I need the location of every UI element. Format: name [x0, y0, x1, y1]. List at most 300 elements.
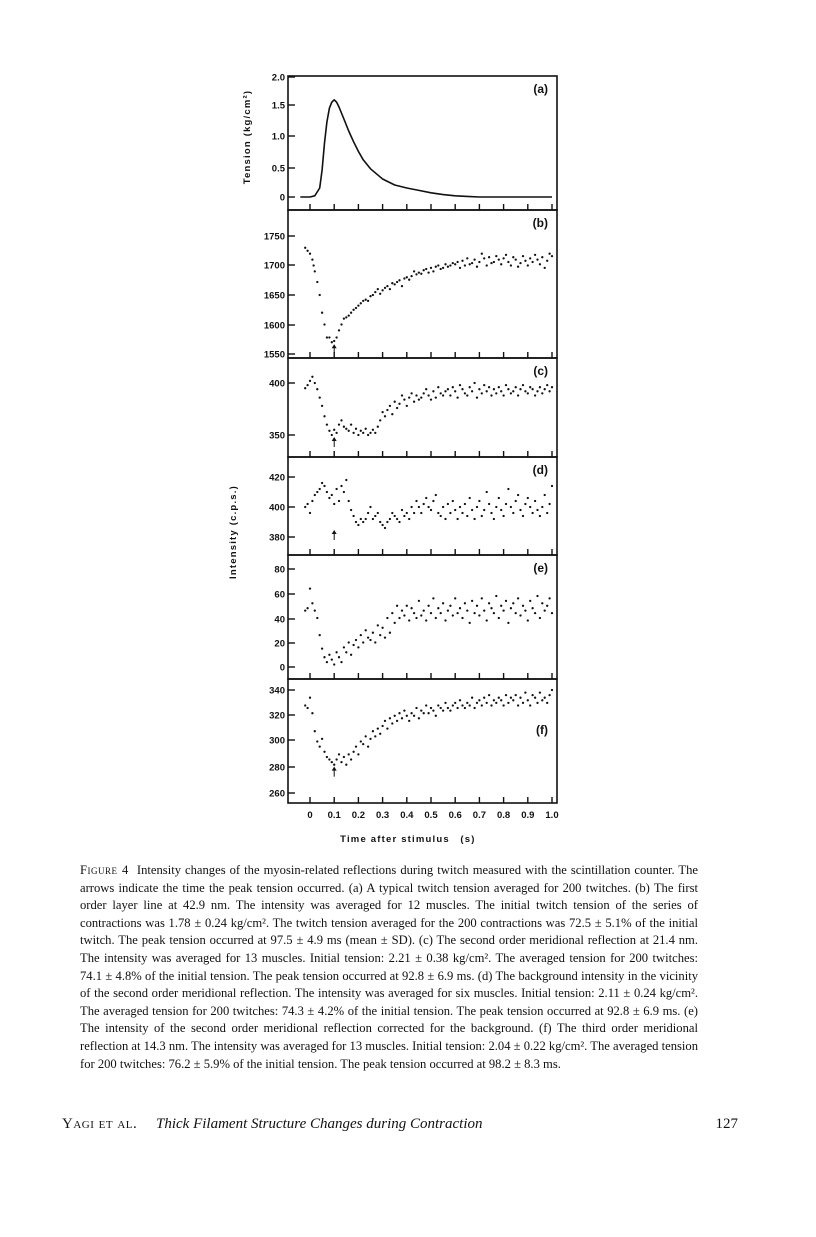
peak-arrow-head-icon	[332, 437, 337, 441]
data-point	[350, 509, 352, 511]
panel-f	[269, 679, 557, 803]
data-point	[517, 494, 519, 496]
data-point	[449, 709, 451, 711]
tension-curve	[300, 100, 552, 197]
data-point	[483, 697, 485, 699]
data-point	[456, 518, 458, 520]
data-point	[539, 617, 541, 619]
data-point	[316, 740, 318, 742]
data-point	[544, 388, 546, 390]
data-point	[452, 704, 454, 706]
x-axis-unit: (s)	[460, 834, 476, 845]
data-point	[340, 323, 342, 325]
data-point	[524, 503, 526, 505]
y-tick-label: 400	[269, 502, 285, 514]
panel-label: (a)	[533, 82, 548, 96]
data-point	[519, 614, 521, 616]
data-point	[396, 605, 398, 607]
data-point	[442, 602, 444, 604]
data-point	[461, 617, 463, 619]
data-point	[311, 258, 313, 260]
data-point	[413, 270, 415, 272]
x-tick-label: 0.6	[448, 810, 462, 821]
peak-arrow-head-icon	[332, 767, 337, 771]
data-point	[498, 386, 500, 388]
data-point	[355, 428, 357, 430]
data-point	[323, 485, 325, 487]
data-point	[314, 609, 316, 611]
page-number: 127	[715, 1116, 738, 1132]
data-point	[449, 605, 451, 607]
data-point	[365, 299, 367, 301]
data-point	[369, 432, 371, 434]
data-point	[423, 503, 425, 505]
data-point	[340, 661, 342, 663]
data-point	[403, 515, 405, 517]
data-point	[401, 717, 403, 719]
data-point	[367, 512, 369, 514]
data-point	[551, 386, 553, 388]
data-point	[355, 639, 357, 641]
data-point	[539, 386, 541, 388]
data-point	[352, 515, 354, 517]
data-point	[348, 430, 350, 432]
data-point	[343, 491, 345, 493]
data-point	[328, 336, 330, 338]
data-point	[338, 753, 340, 755]
data-point	[493, 518, 495, 520]
data-point	[459, 384, 461, 386]
data-point	[440, 268, 442, 270]
data-point	[449, 512, 451, 514]
data-point	[447, 707, 449, 709]
data-point	[396, 407, 398, 409]
data-point	[512, 390, 514, 392]
data-point	[398, 712, 400, 714]
data-point	[401, 285, 403, 287]
data-point	[391, 282, 393, 284]
data-point	[440, 515, 442, 517]
data-point	[406, 605, 408, 607]
data-point	[418, 398, 420, 400]
data-point	[454, 263, 456, 265]
data-point	[372, 294, 374, 296]
data-point	[541, 256, 543, 258]
data-point	[452, 386, 454, 388]
data-point	[423, 269, 425, 271]
data-point	[452, 262, 454, 264]
y-tick-label: 2.0	[271, 72, 285, 84]
data-point	[495, 506, 497, 508]
data-point	[512, 699, 514, 701]
y-tick-label: 1750	[263, 231, 285, 243]
panel-frame	[288, 555, 557, 679]
data-point	[384, 287, 386, 289]
data-point	[529, 704, 531, 706]
data-point	[544, 609, 546, 611]
data-point	[427, 712, 429, 714]
y-tick-label: 340	[269, 685, 285, 697]
data-point	[473, 612, 475, 614]
data-point	[360, 740, 362, 742]
data-point	[360, 518, 362, 520]
panel-frame	[288, 76, 557, 210]
data-point	[379, 293, 381, 295]
data-point	[493, 388, 495, 390]
data-point	[360, 302, 362, 304]
data-point	[442, 394, 444, 396]
data-point	[488, 602, 490, 604]
data-point	[481, 253, 483, 255]
data-point	[524, 609, 526, 611]
data-point	[522, 255, 524, 257]
data-point	[415, 617, 417, 619]
data-point	[418, 506, 420, 508]
data-point	[381, 627, 383, 629]
data-point	[515, 612, 517, 614]
data-point	[427, 605, 429, 607]
data-point	[413, 612, 415, 614]
data-point	[493, 699, 495, 701]
data-point	[340, 419, 342, 421]
data-point	[360, 634, 362, 636]
data-point	[456, 612, 458, 614]
data-point	[519, 509, 521, 511]
y-tick-label: 280	[269, 762, 285, 774]
data-point	[372, 518, 374, 520]
data-point	[365, 518, 367, 520]
data-point	[464, 264, 466, 266]
data-point	[486, 702, 488, 704]
data-point	[430, 509, 432, 511]
data-point	[481, 597, 483, 599]
data-point	[488, 256, 490, 258]
data-point	[517, 597, 519, 599]
data-point	[374, 735, 376, 737]
data-point	[345, 764, 347, 766]
data-point	[357, 524, 359, 526]
data-point	[352, 309, 354, 311]
data-point	[488, 503, 490, 505]
data-point	[352, 751, 354, 753]
y-tick-label: 20	[274, 638, 285, 650]
panel-frame	[288, 457, 557, 555]
y-tick-label: 0	[279, 192, 285, 204]
data-point	[505, 254, 507, 256]
panel-e	[274, 555, 557, 679]
y-tick-label: 1650	[263, 290, 285, 302]
data-point	[522, 702, 524, 704]
data-point	[321, 647, 323, 649]
data-point	[367, 636, 369, 638]
y-tick-label: 1550	[263, 349, 285, 361]
data-point	[449, 264, 451, 266]
data-point	[502, 515, 504, 517]
data-point	[476, 702, 478, 704]
data-point	[367, 434, 369, 436]
data-point	[352, 432, 354, 434]
data-point	[440, 707, 442, 709]
data-point	[427, 394, 429, 396]
data-point	[374, 515, 376, 517]
data-point	[413, 401, 415, 403]
data-point	[386, 727, 388, 729]
data-point	[432, 597, 434, 599]
data-point	[386, 285, 388, 287]
data-point	[309, 380, 311, 382]
data-point	[534, 254, 536, 256]
data-point	[447, 266, 449, 268]
data-point	[348, 753, 350, 755]
data-point	[338, 423, 340, 425]
data-point	[335, 651, 337, 653]
data-point	[379, 419, 381, 421]
data-point	[471, 697, 473, 699]
y-tick-label: 1.0	[271, 131, 285, 143]
data-point	[415, 273, 417, 275]
data-point	[377, 727, 379, 729]
data-point	[374, 432, 376, 434]
data-point	[473, 707, 475, 709]
data-point	[343, 317, 345, 319]
data-point	[432, 500, 434, 502]
data-point	[437, 704, 439, 706]
data-point	[539, 691, 541, 693]
panel-c	[269, 358, 557, 457]
data-point	[331, 434, 333, 436]
data-point	[309, 697, 311, 699]
data-point	[418, 271, 420, 273]
data-point	[464, 392, 466, 394]
data-point	[323, 656, 325, 658]
data-point	[372, 730, 374, 732]
data-point	[471, 509, 473, 511]
data-point	[319, 488, 321, 490]
data-point	[372, 429, 374, 431]
data-point	[314, 730, 316, 732]
data-point	[420, 709, 422, 711]
data-point	[306, 250, 308, 252]
data-point	[546, 260, 548, 262]
data-point	[522, 384, 524, 386]
data-point	[423, 609, 425, 611]
data-point	[398, 403, 400, 405]
data-point	[345, 651, 347, 653]
data-point	[454, 390, 456, 392]
panel-label: (d)	[532, 463, 548, 477]
data-point	[328, 497, 330, 499]
data-point	[396, 518, 398, 520]
data-point	[398, 279, 400, 281]
data-point	[430, 612, 432, 614]
data-point	[306, 607, 308, 609]
data-point	[551, 485, 553, 487]
data-point	[391, 722, 393, 724]
data-point	[343, 756, 345, 758]
data-point	[369, 738, 371, 740]
data-point	[534, 612, 536, 614]
data-point	[507, 388, 509, 390]
data-point	[408, 518, 410, 520]
data-point	[500, 509, 502, 511]
data-point	[500, 263, 502, 265]
caption-text: Intensity changes of the myosin-related reflections during twitch measured with the scintillation counter. The arrows indicate the time the peak tension occurred. (a) A typical twitch tension averaged for 200 twitches. (b) The first order layer line at 42.9 nm. The intensity was averaged for 12 muscles. The initial twitch tension of the series of contractions was 1.78 ± 0.24 kg/cm². The twitch tension averaged for the 200 contractions was 72.5 ± 5.1% of the initial twitch. The peak tension occurred at 97.5 ± 4.9 ms (mean ± SD). (c) The second order meridional reflection at 21.4 nm. The intensity was averaged for 13 muscles. Initial tension: 2.21 ± 0.38 kg/cm². The averaged tension for 200 twitches: 74.1 ± 4.8% of the initial tension. The peak tension occurred at 92.8 ± 6.9 ms. (d) The background intensity in the vicinity of the second order meridional reflection. The intensity was averaged for six muscles. Initial tension: 2.11 ± 0.24 kg/cm². The averaged tension for 200 twitches: 74.3 ± 4.2% of the initial tension. The peak tension occurred at 92.8 ± 6.9 ms. (e) The intensity of the second order meridional reflection corrected for the background. (f) The third order meridional reflection at 14.3 nm. The intensity was averaged for 13 muscles. Initial tension: 2.04 ± 0.22 kg/cm². The averaged tension for 200 twitches: 76.2 ± 5.9% of the initial tension. The peak tension occurred at 98.2 ± 8.3 ms.	[80, 863, 699, 1071]
data-point	[357, 304, 359, 306]
data-point	[531, 261, 533, 263]
data-point	[350, 423, 352, 425]
data-point	[367, 300, 369, 302]
data-point	[437, 264, 439, 266]
data-point	[374, 641, 376, 643]
data-point	[321, 482, 323, 484]
data-point	[389, 518, 391, 520]
data-point	[316, 388, 318, 390]
data-point	[381, 524, 383, 526]
data-point	[304, 704, 306, 706]
data-point	[406, 405, 408, 407]
data-point	[396, 720, 398, 722]
data-point	[512, 512, 514, 514]
y-axis-label-tension: Tension (kg/cm²)	[242, 89, 253, 185]
x-tick-label: 0.7	[472, 810, 487, 821]
data-point	[311, 602, 313, 604]
data-point	[389, 288, 391, 290]
x-tick-label: 0.4	[400, 810, 414, 821]
data-point	[410, 712, 412, 714]
data-point	[319, 396, 321, 398]
data-point	[389, 717, 391, 719]
data-point	[396, 281, 398, 283]
data-point	[379, 521, 381, 523]
data-point	[459, 506, 461, 508]
data-point	[440, 612, 442, 614]
data-point	[362, 521, 364, 523]
data-point	[471, 600, 473, 602]
data-point	[391, 512, 393, 514]
figure-number: Figure 4	[80, 863, 129, 877]
data-point	[473, 258, 475, 260]
data-point	[444, 263, 446, 265]
data-point	[456, 261, 458, 263]
y-tick-label: 80	[274, 564, 285, 576]
y-tick-label: 350	[269, 430, 285, 442]
data-point	[328, 430, 330, 432]
data-point	[478, 699, 480, 701]
data-point	[534, 500, 536, 502]
panel-frame	[288, 679, 557, 803]
data-point	[481, 704, 483, 706]
y-tick-label: 0.5	[271, 163, 285, 175]
data-point	[338, 656, 340, 658]
data-point	[505, 600, 507, 602]
data-point	[544, 267, 546, 269]
data-point	[519, 697, 521, 699]
data-point	[410, 392, 412, 394]
data-point	[384, 415, 386, 417]
x-tick-label: 0.5	[424, 810, 438, 821]
data-point	[495, 255, 497, 257]
data-point	[536, 390, 538, 392]
data-point	[495, 392, 497, 394]
data-point	[362, 743, 364, 745]
data-point	[442, 709, 444, 711]
data-point	[505, 503, 507, 505]
data-point	[406, 276, 408, 278]
data-point	[312, 264, 314, 266]
data-point	[350, 758, 352, 760]
data-point	[381, 289, 383, 291]
x-tick-label: 0.1	[327, 810, 341, 821]
panel-label: (e)	[533, 561, 548, 575]
data-point	[384, 636, 386, 638]
data-point	[471, 262, 473, 264]
data-point	[498, 497, 500, 499]
data-point	[328, 654, 330, 656]
data-point	[331, 494, 333, 496]
data-point	[519, 388, 521, 390]
data-point	[541, 506, 543, 508]
data-point	[466, 515, 468, 517]
data-point	[515, 258, 517, 260]
data-point	[420, 614, 422, 616]
data-point	[548, 390, 550, 392]
data-point	[466, 609, 468, 611]
data-point	[544, 494, 546, 496]
data-point	[507, 622, 509, 624]
data-point	[510, 506, 512, 508]
panel-label: (b)	[532, 216, 548, 230]
data-point	[515, 500, 517, 502]
data-point	[498, 258, 500, 260]
data-point	[461, 512, 463, 514]
data-point	[369, 295, 371, 297]
data-point	[362, 300, 364, 302]
data-point	[490, 394, 492, 396]
data-point	[435, 494, 437, 496]
data-point	[469, 386, 471, 388]
data-point	[326, 661, 328, 663]
data-point	[440, 392, 442, 394]
data-point	[541, 392, 543, 394]
data-point	[500, 390, 502, 392]
data-point	[427, 271, 429, 273]
data-point	[551, 689, 553, 691]
data-point	[483, 257, 485, 259]
data-point	[391, 612, 393, 614]
data-point	[343, 646, 345, 648]
panel-b	[264, 210, 557, 361]
data-point	[333, 429, 335, 431]
data-point	[348, 500, 350, 502]
data-point	[413, 715, 415, 717]
data-point	[316, 617, 318, 619]
data-point	[403, 614, 405, 616]
data-point	[454, 597, 456, 599]
data-point	[502, 394, 504, 396]
data-point	[522, 515, 524, 517]
data-point	[319, 745, 321, 747]
data-point	[345, 428, 347, 430]
data-point	[539, 515, 541, 517]
data-point	[321, 312, 323, 314]
data-point	[517, 394, 519, 396]
data-point	[379, 634, 381, 636]
data-point	[473, 518, 475, 520]
data-point	[456, 396, 458, 398]
data-point	[454, 702, 456, 704]
panel-label: (c)	[533, 364, 548, 378]
data-point	[546, 605, 548, 607]
